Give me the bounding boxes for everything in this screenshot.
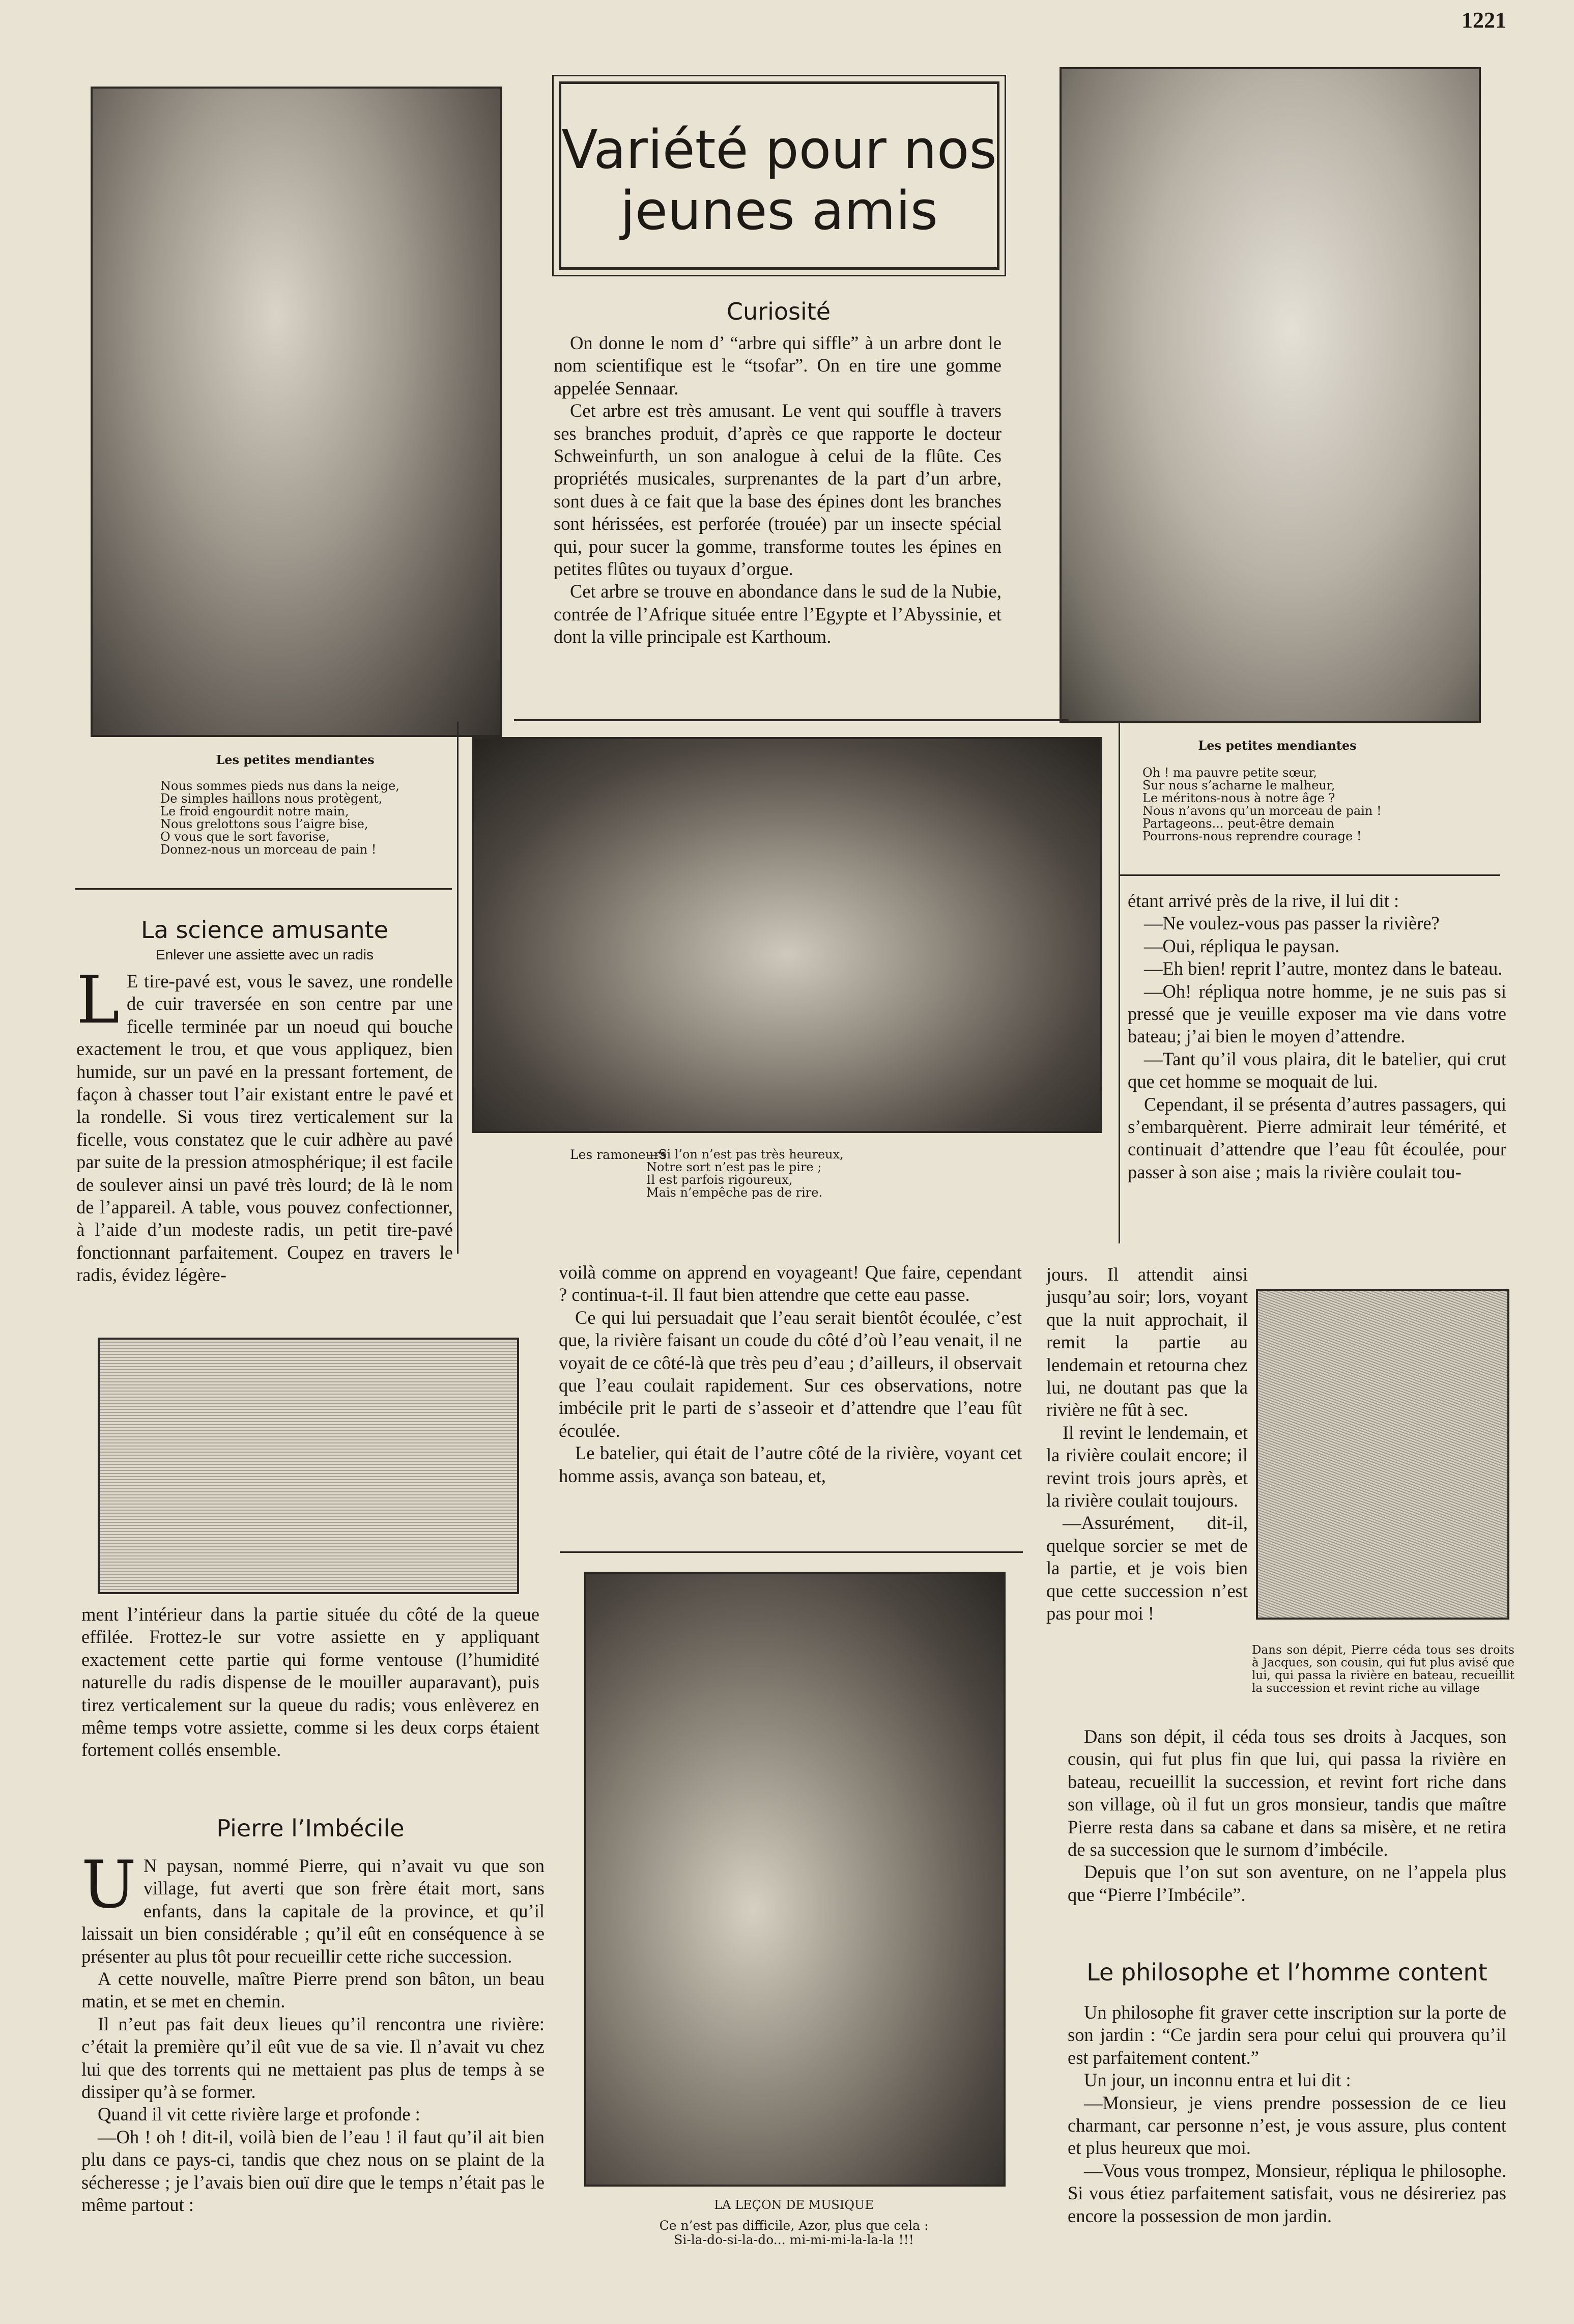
pierre-p2: A cette nouvelle, maître Pierre prend son bâton, un beau matin, et se met en chemin. [81,1968,545,2012]
caption-lecon-title: LA LEÇON DE MUSIQUE [714,2198,874,2212]
pierre-s1: jours. Il attendit ainsi jusqu’au soir; lors, voyant que la nuit approchait, il remit la partie au lendemain et retourna chez lui, ne doutant pas que la rivière ne fût à sec. [1046,1264,1248,1421]
photo-assiette-radis [98,1338,519,1594]
pierre-column-2 [559,1261,1022,1487]
page-title-line1: Variété pour nos [561,119,997,181]
philosophe-text [1068,2001,1506,2227]
pierre-column-4 [1068,1725,1506,1906]
photo-petites-mendiantes-right [1060,67,1481,723]
caption-ramoneurs-poem: —Si l’on n’est pas très heureux, Notre sort n’est pas le pire ; Il est parfois rigoureux, Mais n’empêche pas de rire. [646,1147,844,1200]
philosophe-p3: —Monsieur, je viens prendre possession de ce lieu charmant, car personne n’est, je vous assure, plus content et plus heureux que moi. [1068,2092,1506,2159]
pierre-e2: Depuis que l’on sut son aventure, on ne l’appela plus que “Pierre l’Imbécile”. [1068,1861,1506,1905]
science-p1: E tire-pavé est, vous le savez, une rondelle de cuir traversée en son centre par une ficelle terminée par un noeud qui bouche exactement le trou, et que vous appliquez, bien humide, sur un pavé en la pressant fortement, de façon à chasser tout l’air existant entre le pavé et la rondelle. Si vous tirez verticalement sur la ficelle, vous constatez que le cuir adhère au pavé par suite de la pression atmosphérique; il est facile de soulever ainsi un pavé très lourd; de là le nom de l’appareil. A table, vous pouvez confectionner, à l’aide d’un modeste radis, un petit tire-pavé fonctionnant parfaitement. Coupez en travers le radis, évidez légère- [76,971,453,1286]
science-p2: ment l’intérieur dans la partie située du côté de la queue effilée. Frottez-le sur votre assiette en y appliquant exactement cette partie qui forme ventouse (l’humidité naturelle du radis dispense de le mouiller auparavant), puis tirez verticalement sur la queue du radis; vous enlèverez en même temps votre assiette, comme si les deux corps étaient fortement collés ensemble. [81,1604,539,1761]
philosophe-heading: Le philosophe et l’homme content [1086,1959,1487,1986]
page-title-line2: jeunes amis [620,179,938,242]
caption-poem-left: Nous sommes pieds nus dans la neige, De simples haillons nous protègent, Le froid engourdit notre main, Nous grelottons sous l’aigre bise, O vous que le sort favorise, Donnez-nous un morceau de pain ! [160,779,399,857]
science-heading: La science amusante [141,916,388,944]
curiosite-text [554,332,1001,648]
pierre-heading: Pierre l’Imbécile [216,1815,405,1842]
caption-title-right: Les petites mendiantes [1198,738,1357,753]
pierre-r6: —Tant qu’il vous plaira, dit le batelier, qui crut que cet homme se moquait de lui. [1128,1048,1506,1092]
philosophe-p1: Un philosophe fit graver cette inscription sur la porte de son jardin : “Ce jardin sera pour celui qui prouvera qu’il est parfaitement content.” [1068,2002,1506,2068]
page-number: 1221 [1462,8,1506,33]
page-title [559,81,999,270]
rule-right-column [1119,874,1500,876]
pierre-r2: —Ne voulez-vous pas passer la rivière? [1144,913,1440,934]
vrule-center-right [1119,722,1120,1243]
pierre-c2: Ce qui lui persuadait que l’eau serait bientôt écoulée, c’est que, la rivière faisant un coude du côté d’où l’eau venait, il ne voyait de ce côté-là que très peu d’eau ; d’ailleurs, il observait que l’eau coulait rapidement. Sur ces observations, notre imbécile prit le parti de s’asseoir et d’attendre que l’eau fût écoulée. [559,1307,1022,1441]
pierre-column-3 [1128,890,1506,1183]
pierre-column-1 [81,1847,545,2217]
caption-title-left: Les petites mendiantes [216,752,375,767]
rule-left-column [75,888,452,890]
photo-ramoneurs [472,737,1102,1133]
pierre-p5: —Oh ! oh ! dit-il, voilà bien de l’eau ! il faut qu’il ait bien plu dans ce pays-ci, tandis que chez nous on se plaint de la sécheresse ; je l’avais bien ouï dire que le temps n’était pas le même partout : [81,2126,545,2216]
pierre-dropcap: U [81,1847,136,1923]
science-subheading: Enlever une assiette avec un radis [155,947,374,962]
pierre-r7: Cependant, il se présenta d’autres passagers, qui s’embarquèrent. Pierre admirait leur témérité, et continuait d’attendre que l’eau fût écoulée, pour passer à son aise ; mais la rivière coulait tou- [1128,1093,1506,1182]
pierre-p3: Il n’eut pas fait deux lieues qu’il rencontra une rivière: c’était la première qu’il eût vue de sa vie. Il n’avait vu chez lui que des torrents qui ne mettaient pas plus de temps à se dissiper qu’à se former. [81,2013,545,2103]
science-text-2 [81,1603,539,1762]
pierre-s3: —Assurément, dit-il, quelque sorcier se met de la partie, et je vois bien que cette succession n’est pas pour moi ! [1046,1512,1248,1624]
curiosite-p2: Cet arbre est très amusant. Le vent qui souffle à travers ses branches produit, d’après ce que rapporte le docteur Schweinfurth, un son analogue à celui de la flûte. Ces propriétés musicales, surprenantes de la part d’un arbre, sont dues à ce fait que la base des épines dont les branches sont hérissées, est perforée (trouée) par un insecte spécial qui, pour sucer la gomme, transforme toutes les épines en petites flûtes ou tuyaux d’orgue. [554,400,1001,580]
pierre-s2: Il revint le lendemain, et la rivière coulait encore; il revint trois jours après, et la rivière coulait toujours. [1046,1422,1248,1511]
pierre-r1: étant arrivé près de la rive, il lui dit : [1128,890,1399,911]
pierre-r5: —Oh! répliqua notre homme, je ne suis pas si pressé que je veuille exposer ma vie dans votre bateau; j’ai bien le moyen d’attendre. [1128,980,1506,1047]
photo-lecon-de-musique [584,1572,1006,2187]
curiosite-p3: Cet arbre se trouve en abondance dans le sud de la Nubie, contrée de l’Afrique située entre l’Egypte et l’Abyssinie, et dont la ville principale est Karthoum. [554,581,1001,647]
philosophe-p2: Un jour, un inconnu entra et lui dit : [1084,2070,1351,2091]
pierre-e1: Dans son dépit, il céda tous ses droits à Jacques, son cousin, qui fut plus fin que lui, qui passa la rivière en bateau, recueillit la succession, et revint fort riche dans son village, où il fut un gros monsieur, tandis que maître Pierre resta dans sa cabane et dans sa misère, et ne retira de sa succession que le surnom d’imbécile. [1068,1726,1506,1860]
pierre-p1: N paysan, nommé Pierre, qui n’avait vu que son village, fut averti que son frère était mort, sans enfants, dans la capitale de la province, et qu’il laissait un bien considérable ; qu’il eût en conséquence à se présenter au plus tôt pour recueillir cette riche succession. [81,1855,545,1967]
caption-ramoneurs-label: Les ramoneurs [570,1147,667,1162]
science-dropcap: L [76,962,120,1038]
science-text-1 [76,962,453,1287]
pierre-p4: Quand il vit cette rivière large et profonde : [98,2104,420,2125]
engraving-pierre-riviere [1256,1289,1509,1620]
philosophe-p4: —Vous vous trompez, Monsieur, répliqua le philosophe. Si vous étiez parfaitement satisfait, vous ne désireriez pas encore la possession de mon jardin. [1068,2160,1506,2226]
pierre-c3: Le batelier, qui était de l’autre côté de la rivière, voyant cet homme assis, avança son bateau, et, [559,1442,1022,1486]
rule-center-bottom [560,1551,1023,1553]
pierre-r3: —Oui, répliqua le paysan. [1144,935,1340,956]
pierre-r4: —Eh bien! reprit l’autre, montez dans le bateau. [1144,958,1503,979]
rule-top-center [514,719,1069,721]
curiosite-heading: Curiosité [726,298,831,325]
curiosite-p1: On donne le nom d’ “arbre qui siffle” à un arbre dont le nom scientifique est le “tsofar”. On en tire une gomme appelée Sennaar. [554,332,1001,399]
engraving-caption: Dans son dépit, Pierre céda tous ses droits à Jacques, son cousin, qui fut plus avisé que lui, qui passa la rivière en bateau, recueillit la succession et revint riche au village [1252,1643,1514,1695]
pierre-c1: voilà comme on apprend en voyageant! Que faire, cependant ? continua-t-il. Il faut bien attendre que cette eau passe. [559,1262,1022,1306]
caption-lecon-line1: Ce n’est pas difficile, Azor, plus que cela : [659,2218,929,2233]
caption-poem-right: Oh ! ma pauvre petite sœur, Sur nous s’acharne le malheur, Le méritons-nous à notre âge ? Nous n’avons qu’un morceau de pain ! Partageons... peut-être demain Pourrons-nous reprendre courage ! [1142,766,1382,843]
pierre-column-narrow [1046,1263,1248,1625]
caption-lecon-line2: Si-la-do-si-la-do... mi-mi-mi-la-la-la !!! [674,2232,914,2247]
photo-petites-mendiantes-left [91,87,502,737]
vrule-center-left [457,722,459,1254]
